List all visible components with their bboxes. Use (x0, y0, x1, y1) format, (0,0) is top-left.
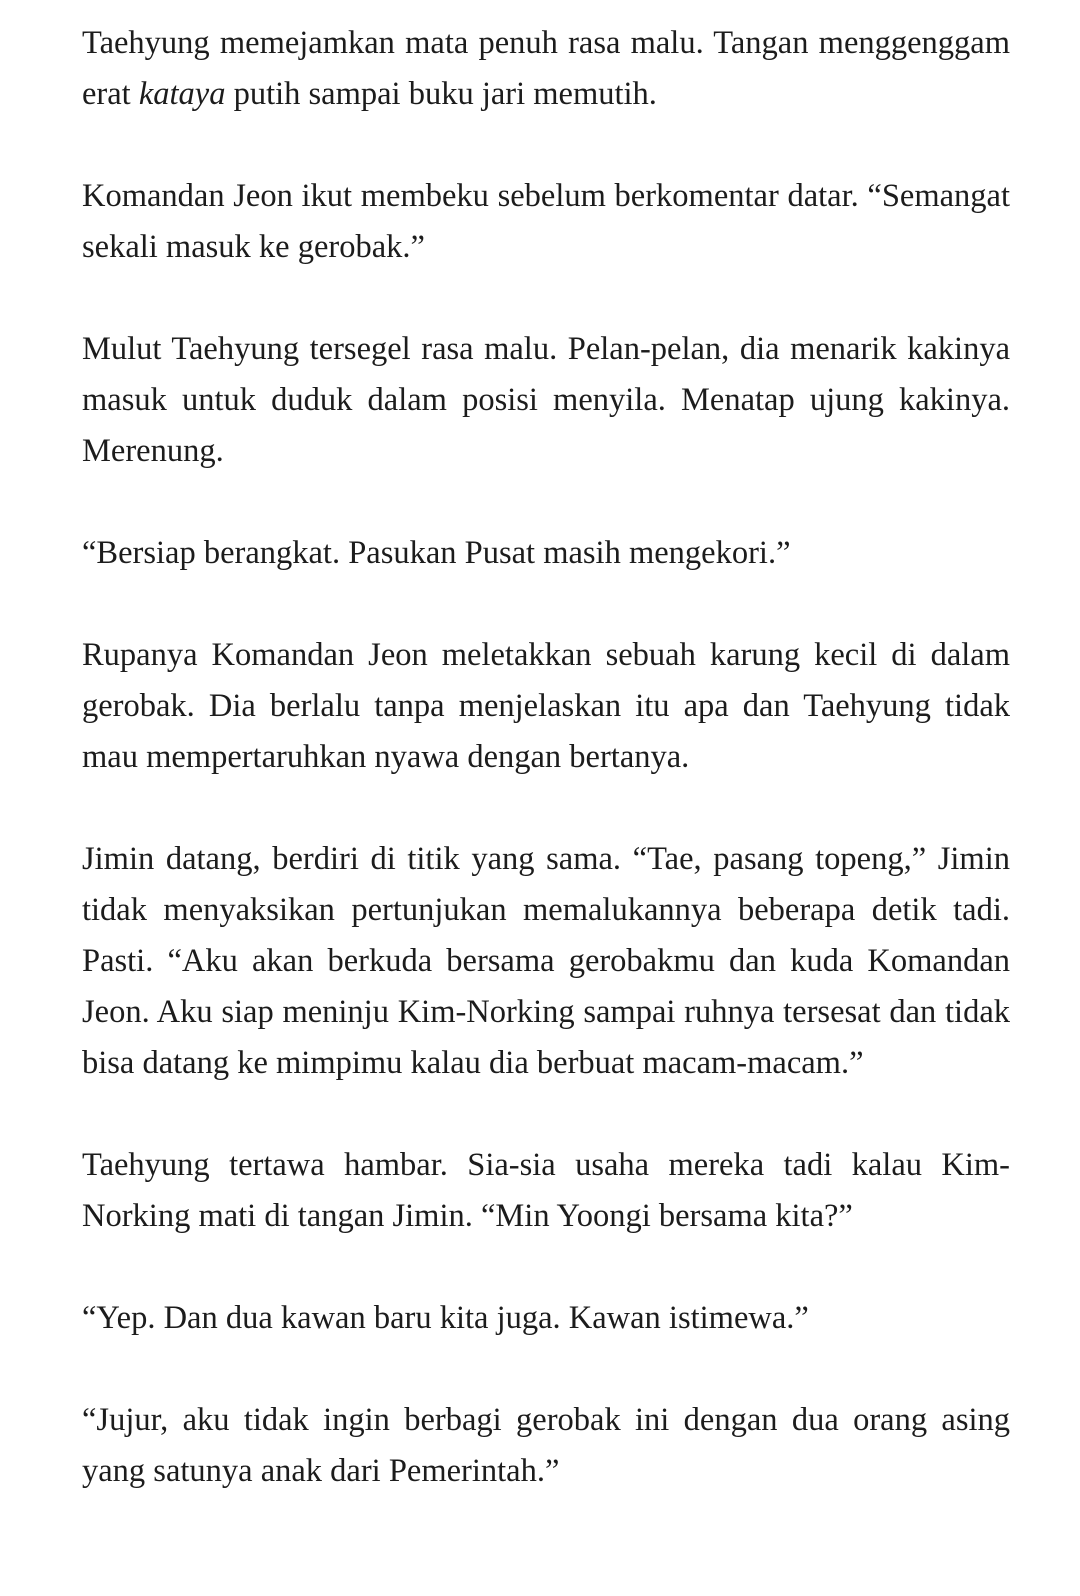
paragraph-9: “Jujur, aku tidak ingin berbagi gerobak ini dengan dua orang asing yang satunya anak dari Pemerintah.” (82, 1402, 1010, 1489)
paragraph-8: “Yep. Dan dua kawan baru kita juga. Kawan istimewa.” (82, 1300, 809, 1336)
paragraph-2: Komandan Jeon ikut membeku sebelum berkomentar datar. “Semangat sekali masuk ke gerobak.” (82, 178, 1010, 265)
paragraph-6: Jimin datang, berdiri di titik yang sama. “Tae, pasang topeng,” Jimin tidak menyaksikan pertunjukan memalukannya beberapa detik tadi. Pasti. “Aku akan berkuda bersama gerobakmu dan kuda Komandan Jeon. Aku siap meninju Kim-Norking sampai ruhnya tersesat dan tidak bisa datang ke mimpimu kalau dia berbuat macam-macam.” (82, 841, 1010, 1081)
paragraph-5: Rupanya Komandan Jeon meletakkan sebuah karung kecil di dalam gerobak. Dia berlalu tanpa menjelaskan itu apa dan Taehyung tidak mau mempertaruhkan nyawa dengan bertanya. (82, 637, 1010, 775)
paragraph-7: Taehyung tertawa hambar. Sia-sia usaha mereka tadi kalau Kim-Norking mati di tangan Jimin. “Min Yoongi bersama kita?” (82, 1147, 1010, 1234)
paragraph-4: “Bersiap berangkat. Pasukan Pusat masih mengekori.” (82, 535, 791, 571)
paragraph-1-text-after: putih sampai buku jari memutih. (225, 76, 657, 112)
paragraph-1 (82, 18, 1010, 120)
paragraph-1-italic-word: kataya (138, 76, 226, 112)
paragraph-3: Mulut Taehyung tersegel rasa malu. Pelan-pelan, dia menarik kakinya masuk untuk duduk dalam posisi menyila. Menatap ujung kakinya. Merenung. (82, 331, 1010, 469)
paragraph-1-text-before: Taehyung memejamkan mata penuh rasa malu. Tangan menggenggam erat (82, 25, 1010, 112)
document-page (82, 18, 1010, 1497)
